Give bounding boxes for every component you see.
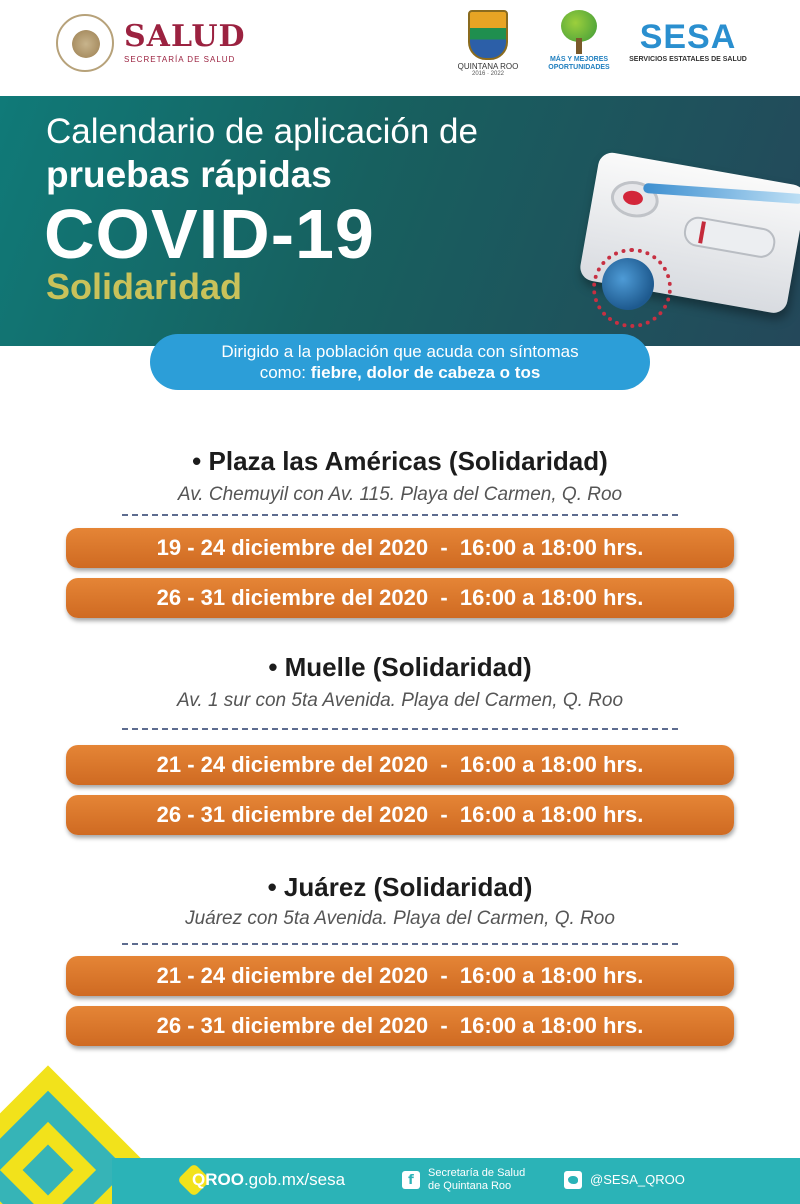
facebook-line1: Secretaría de Salud <box>428 1167 526 1179</box>
sesa-title: SESA <box>639 18 737 56</box>
quintana-roo-logo <box>450 10 526 77</box>
banner-title: COVID-19 <box>44 195 375 273</box>
mas-line1: MÁS Y MEJORES <box>549 56 609 63</box>
website-rest: .gob.mx/sesa <box>243 1170 346 1189</box>
twitter-handle[interactable]: @SESA_QROO <box>590 1172 685 1187</box>
salud-title: SALUD <box>124 19 246 54</box>
website-bold: QROO <box>192 1170 244 1189</box>
sesa-subtitle: SERVICIOS ESTATALES DE SALUD <box>629 56 747 63</box>
quintana-roo-shield-icon <box>468 10 508 60</box>
schedule-slot: 19 - 24 diciembre del 2020 - 16:00 a 18:00 hrs. <box>66 528 734 568</box>
schedule-slot: 26 - 31 diciembre del 2020 - 16:00 a 18:00 hrs. <box>66 1006 734 1046</box>
twitter-icon[interactable] <box>564 1171 582 1189</box>
symptoms-notice <box>150 334 650 390</box>
venue-address: Av. Chemuyil con Av. 115. Playa del Carmen, Q. Roo <box>177 484 623 505</box>
website-link[interactable] <box>192 1170 345 1190</box>
notice-line2 <box>150 362 650 383</box>
schedule-slot: 26 - 31 diciembre del 2020 - 16:00 a 18:00 hrs. <box>66 795 734 835</box>
tree-icon <box>557 10 601 56</box>
title-banner <box>0 96 800 346</box>
divider <box>122 514 678 516</box>
schedule-slot: 26 - 31 diciembre del 2020 - 16:00 a 18:00 hrs. <box>66 578 734 618</box>
notice-symptoms: fiebre, dolor de cabeza o tos <box>310 363 541 382</box>
footer-bar <box>112 1158 800 1204</box>
venue-name: • Plaza las Américas (Solidaridad) <box>192 446 608 476</box>
notice-line1: Dirigido a la población que acuda con síntomas <box>221 342 579 361</box>
salud-subtitle: SECRETARÍA DE SALUD <box>124 55 236 64</box>
mas-line2: OPORTUNIDADES <box>548 64 610 71</box>
facebook-line2: de Quintana Roo <box>428 1180 512 1192</box>
schedule-slot: 21 - 24 diciembre del 2020 - 16:00 a 18:00 hrs. <box>66 745 734 785</box>
divider <box>122 728 678 730</box>
quintana-roo-years: 2016 · 2022 <box>471 71 505 77</box>
header-bar <box>0 0 800 96</box>
schedule-slot: 21 - 24 diciembre del 2020 - 16:00 a 18:00 hrs. <box>66 956 734 996</box>
mexico-seal-icon <box>56 14 114 72</box>
salud-logo <box>56 14 246 72</box>
venue-name: • Juárez (Solidaridad) <box>267 872 533 902</box>
venue-name: • Muelle (Solidaridad) <box>268 652 532 682</box>
facebook-icon[interactable]: f <box>402 1171 420 1189</box>
banner-line2: pruebas rápidas <box>46 154 332 195</box>
mas-oportunidades-logo <box>546 10 612 72</box>
facebook-link[interactable] <box>428 1167 525 1193</box>
notice-prefix: como: <box>259 363 311 382</box>
virus-icon <box>602 258 654 310</box>
divider <box>122 943 678 945</box>
venue-address: Juárez con 5ta Avenida. Playa del Carmen, Q. Roo <box>185 908 615 929</box>
venue-address: Av. 1 sur con 5ta Avenida. Playa del Carmen, Q. Roo <box>176 690 624 711</box>
banner-municipality: Solidaridad <box>46 266 243 307</box>
sesa-logo <box>628 20 748 63</box>
banner-line1: Calendario de aplicación de <box>46 112 478 151</box>
quintana-roo-name: QUINTANA ROO <box>457 62 519 71</box>
